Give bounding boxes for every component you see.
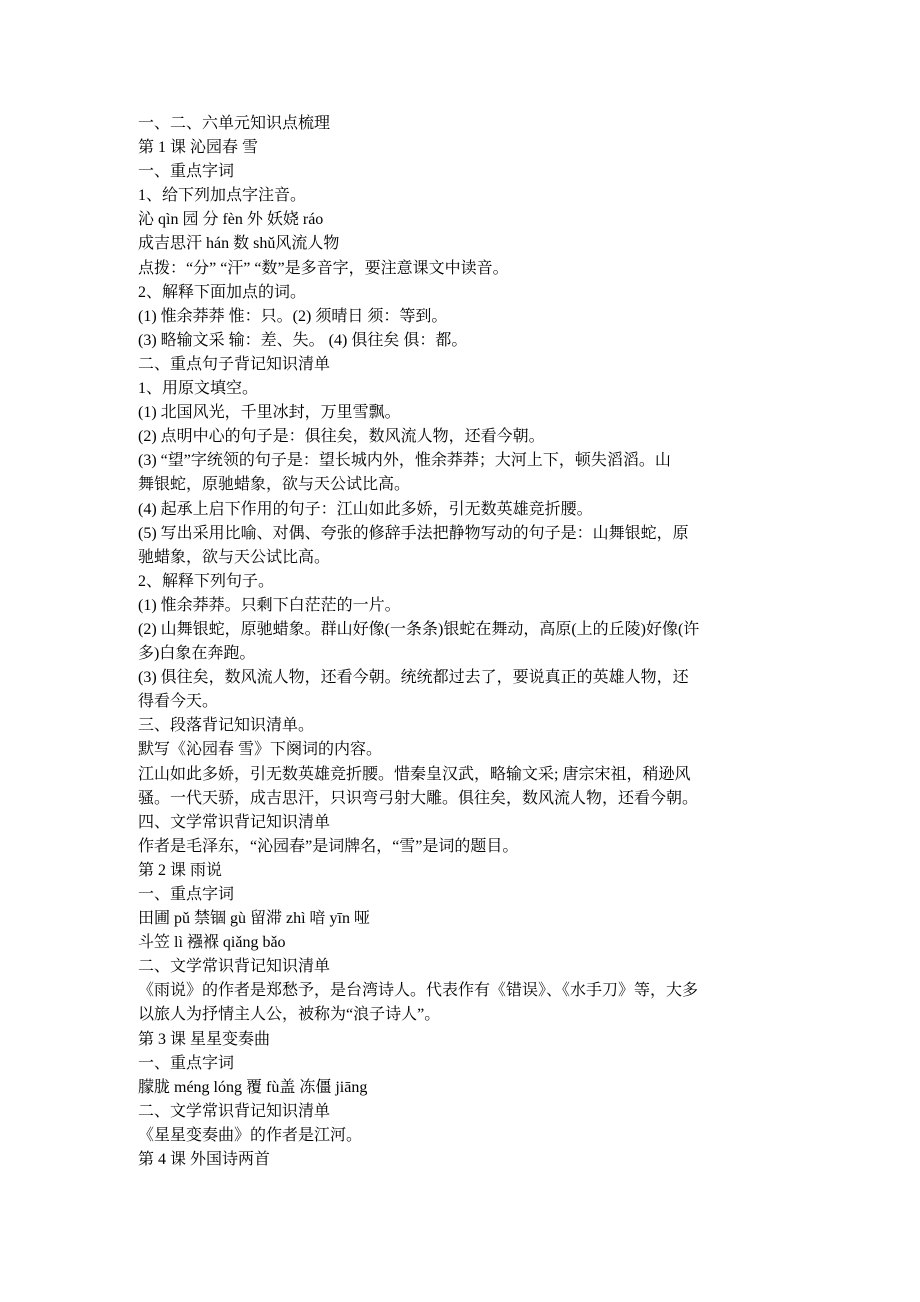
text-line: 《雨说》的作者是郑愁予，是台湾诗人。代表作有《错误》、《水手刀》等，大多	[138, 982, 699, 1000]
text-line: 舞银蛇，原驰蜡象，欲与天公试比高。	[138, 476, 411, 494]
text-line: 一、重点字词	[138, 886, 235, 903]
text-line: (1) 惟余莽莽 惟：只。(2) 须晴日 须：等到。	[138, 307, 448, 325]
text-line: 第 3 课 星星变奏曲	[138, 1030, 271, 1048]
text-line: (3) 略输文采 输：差、失。 (4) 俱往矣 俱：都。	[138, 331, 468, 349]
text-line: 一、二、六单元知识点梳理	[138, 115, 331, 132]
text-line: 驰蜡象，欲与天公试比高。	[138, 548, 331, 566]
text-line: 点拨：“分” “汗” “数”是多音字，要注意课文中读音。	[138, 259, 509, 277]
text-line: (2) 点明中心的句子是：俱往矣，数风流人物，还看今朝。	[138, 428, 545, 446]
text-line: 1、用原文填空。	[138, 380, 259, 398]
text-line: 三、段落背记知识清单。	[138, 717, 315, 735]
text-line: 默写《沁园春 雪》下阕词的内容。	[138, 741, 383, 759]
text-line: (3) 俱往矣，数风流人物，还看今朝。统统都过去了，要说真正的英雄人物，还	[138, 669, 689, 687]
document-page	[138, 112, 798, 1172]
text-line: 2、解释下列句子。	[138, 572, 275, 590]
text-line: 二、文学常识背记知识清单	[138, 1102, 331, 1120]
text-line: 2、解释下面加点的词。	[138, 283, 307, 301]
text-line: 江山如此多娇，引无数英雄竞折腰。惜秦皇汉武，略输文采; 唐宗宋祖，稍逊风	[138, 765, 691, 783]
text-line: 一、重点字词	[138, 1054, 235, 1072]
text-line: (4) 起承上启下作用的句子：江山如此多娇，引无数英雄竞折腰。	[138, 500, 593, 518]
text-line: (1) 惟余莽莽。只剩下白茫茫的一片。	[138, 596, 401, 614]
text-line: 1、给下列加点字注音。	[138, 187, 307, 205]
text-line: 四、文学常识背记知识清单	[138, 813, 331, 831]
text-line: 作者是毛泽东，“沁园春”是词牌名，“雪”是词的题目。	[138, 837, 519, 855]
text-line: 二、重点句子背记知识清单	[138, 355, 331, 373]
text-line: 《星星变奏曲》的作者是江河。	[138, 1126, 363, 1144]
text-line: 二、文学常识背记知识清单	[138, 958, 331, 976]
text-line: (1) 北国风光，千里冰封，万里雪飘。	[138, 404, 401, 422]
text-line: 骚。一代天骄，成吉思汗，只识弯弓射大雕。俱往矣，数风流人物，还看今朝。	[138, 789, 699, 807]
text-line: 以旅人为抒情主人公，被称为“浪子诗人”。	[138, 1006, 441, 1024]
text-line: 得看今天。	[138, 693, 219, 711]
text-line: 沁 qìn 园 分 fèn 外 妖娆 ráo	[138, 211, 324, 229]
text-line: (5) 写出采用比喻、对偶、夸张的修辞手法把静物写动的句子是：山舞银蛇，原	[138, 524, 689, 542]
text-line: 第 2 课 雨说	[138, 861, 223, 879]
text-line: 多)白象在奔跑。	[138, 645, 256, 663]
text-line: 朦胧 méng lóng 覆 fù盖 冻僵 jiāng	[138, 1078, 368, 1096]
text-line: (3) “望”字统领的句子是：望长城内外，惟余莽莽；大河上下，顿失滔滔。山	[138, 452, 671, 470]
text-line: 一、重点字词	[138, 163, 235, 181]
text-line: 田圃 pǔ 禁锢 gù 留滞 zhì 喑 yīn 哑	[138, 910, 370, 928]
text-line: 第 4 课 外国诗两首	[138, 1151, 271, 1169]
text-line: 斗笠 lì 襁褓 qiǎng bǎo	[138, 934, 286, 952]
text-line: 成吉思汗 hán 数 shǔ风流人物	[138, 235, 340, 253]
text-line: (2) 山舞银蛇，原驰蜡象。群山好像(一条条)银蛇在舞动，高原(上的丘陵)好像(许	[138, 620, 700, 638]
text-line: 第 1 课 沁园春 雪	[138, 139, 259, 157]
